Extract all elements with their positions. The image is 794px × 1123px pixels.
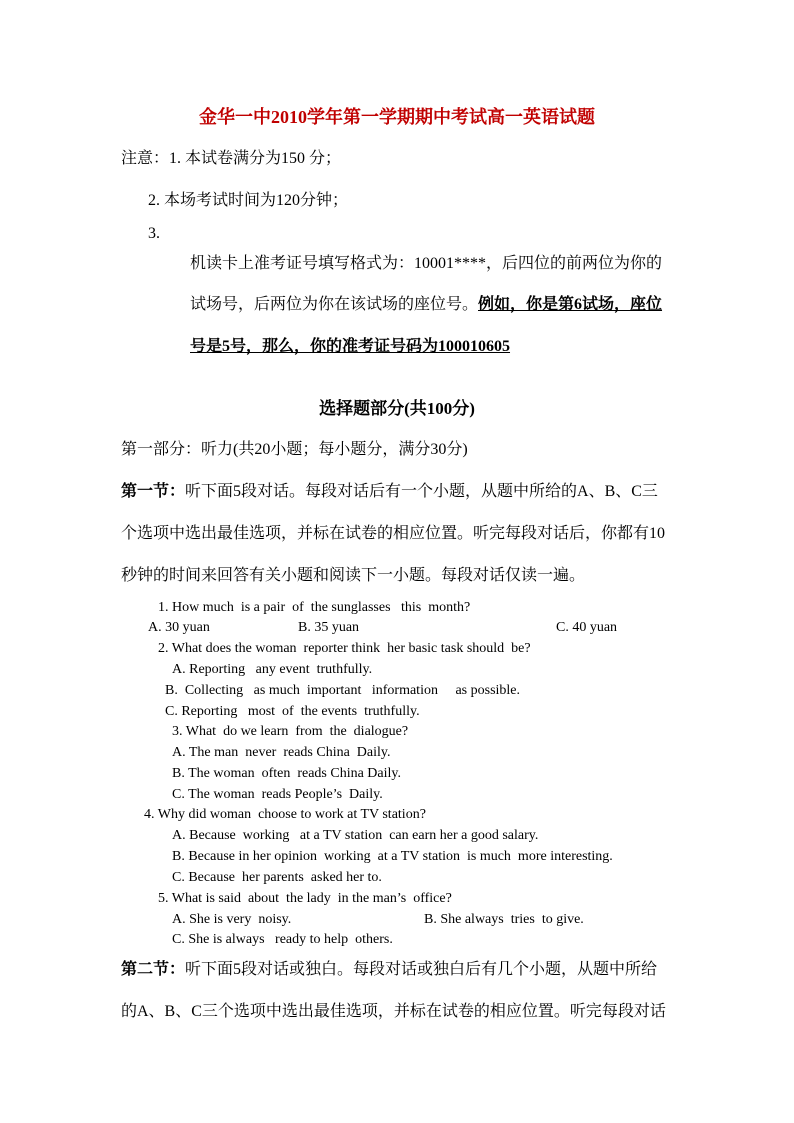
section2-label: 第二节： xyxy=(121,961,186,978)
part1-heading: 第一部分：听力(共20小题；每小题分，满分30分) xyxy=(121,441,468,458)
question-2-stem: 2. What does the woman reporter think her basic task should be? xyxy=(158,641,531,656)
question-5-option-b: B. She always tries to give. xyxy=(424,912,584,927)
question-4-option-c: C. Because her parents asked her to. xyxy=(172,870,382,885)
question-1-option-c: C. 40 yuan xyxy=(556,620,618,635)
notice-item-3-number: 3. xyxy=(148,225,160,242)
section1-line-1-text: 听下面5段对话。每段对话后有一个小题，从题中所给的A、B、C三 xyxy=(185,483,658,500)
question-5-option-a: A. She is very noisy. xyxy=(172,912,292,927)
section2-instructions-line-2: 的A、B、C三个选项中选出最佳选项，并标在试卷的相应位置。听完每段对话 xyxy=(121,1003,666,1020)
question-3-option-a: A. The man never reads China Daily. xyxy=(172,745,391,760)
exam-title: 金华一中2010学年第一学期期中考试高一英语试题 xyxy=(199,107,595,127)
question-1-stem: 1. How much is a pair of the sunglasses this month? xyxy=(158,600,471,615)
question-5-stem: 5. What is said about the lady in the man’s office? xyxy=(158,891,452,906)
section2-line-1-text: 听下面5段对话或独白。每段对话或独白后有几个小题，从题中所给 xyxy=(185,961,658,978)
question-3-stem: 3. What do we learn from the dialogue? xyxy=(172,724,409,739)
section1-instructions-line-2: 个选项中选出最佳选项，并标在试卷的相应位置。听完每段对话后，你都有10 xyxy=(121,525,666,542)
notice-item-3-line-2-text: 试场号，后两位为你在该试场的座位号。 xyxy=(190,296,479,313)
notice-item-3-line-1: 机读卡上准考证号填写格式为：10001****，后四位的前两位为你的 xyxy=(190,255,663,272)
notice-example-emphasis-continued: 号是5号，那么，你的准考证号码为100010605 xyxy=(190,338,511,355)
notice-item-3-line-2 xyxy=(190,295,662,315)
notice-example-emphasis: 例如，你是第6试场，座位 xyxy=(478,296,663,313)
section2-instructions-line-1 xyxy=(121,960,657,980)
question-2-option-a: A. Reporting any event truthfully. xyxy=(172,662,373,677)
question-3-option-c: C. The woman reads People’s Daily. xyxy=(172,787,383,802)
question-4-stem: 4. Why did woman choose to work at TV station? xyxy=(144,807,426,822)
section1-instructions-line-3: 秒钟的时间来回答有关小题和阅读下一小题。每段对话仅读一遍。 xyxy=(121,567,586,584)
question-4-option-a: A. Because working at a TV station can earn her a good salary. xyxy=(172,828,539,843)
question-2-option-c: C. Reporting most of the events truthfully. xyxy=(165,704,420,719)
notice-item-2: 2. 本场考试时间为120分钟； xyxy=(148,192,349,209)
notice-item-1: 注意：1. 本试卷满分为150 分； xyxy=(121,150,342,167)
question-4-option-b: B. Because in her opinion working at a TV station is much more interesting. xyxy=(172,849,613,864)
question-5-option-c: C. She is always ready to help others. xyxy=(172,932,393,947)
section-heading: 选择题部分(共100分) xyxy=(319,399,475,418)
section1-label: 第一节： xyxy=(121,483,186,500)
question-3-option-b: B. The woman often reads China Daily. xyxy=(172,766,402,781)
question-1-option-a: A. 30 yuan xyxy=(148,620,210,635)
section1-instructions-line-1 xyxy=(121,482,658,502)
question-1-option-b: B. 35 yuan xyxy=(298,620,360,635)
question-2-option-b: B. Collecting as much important information as possible. xyxy=(165,683,521,698)
